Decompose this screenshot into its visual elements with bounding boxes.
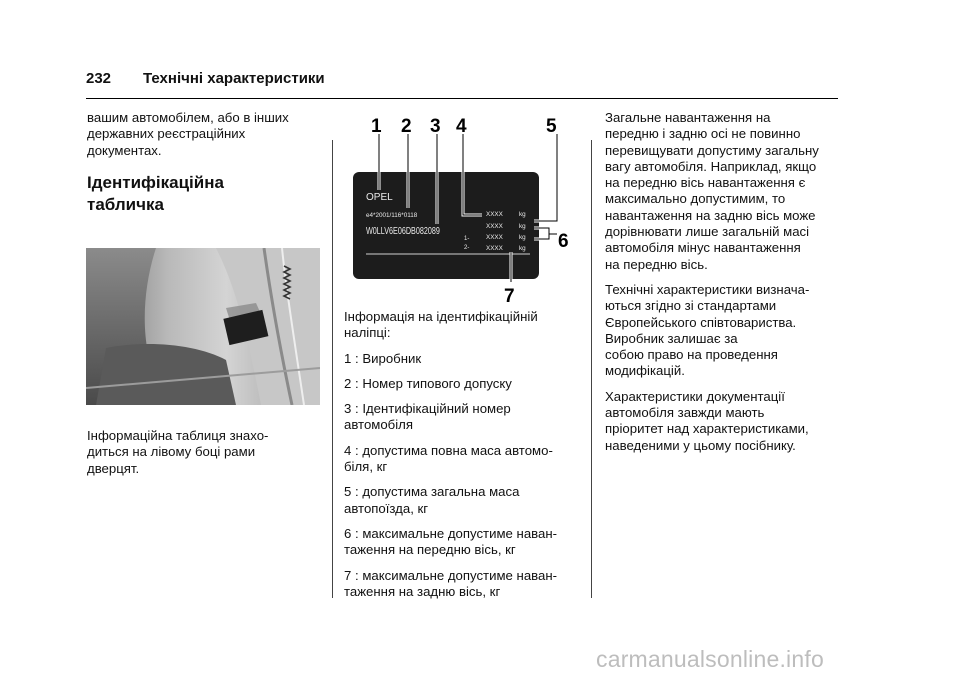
- plate-brand: OPEL: [366, 192, 393, 203]
- callout-6: 6: [558, 231, 569, 252]
- column-divider-1: [332, 140, 333, 598]
- legend-item: 3 : Ідентифікаційний номер автомобіля: [344, 401, 511, 433]
- legend-item: 2 : Номер типового допуску: [344, 375, 512, 391]
- legend-item: 1 : Виробник: [344, 350, 422, 366]
- callout-2: 2: [401, 116, 412, 137]
- plate-mass-unit: kg: [519, 234, 526, 241]
- plate-legend: [344, 309, 584, 609]
- plate-vin: W0LLV6E06DB082089: [366, 224, 440, 237]
- callout-1: 1: [371, 116, 382, 137]
- intro-text: [87, 110, 327, 159]
- plate-axle-label-2: 2-: [464, 245, 470, 251]
- heading-line: Ідентифікаційна: [87, 173, 224, 192]
- callout-3: 3: [430, 116, 441, 137]
- legend-item: 6 : максимальне допустиме наван- таження на передню вісь, кг: [344, 525, 558, 558]
- text-line: диться на лівому боці рами: [87, 444, 256, 460]
- callout-5: 5: [546, 116, 557, 137]
- header-divider: [86, 98, 838, 99]
- plate-mass-unit: kg: [519, 245, 526, 252]
- section-heading: [87, 172, 327, 216]
- paragraph: Технічні характеристики визнача- ються згідно зі стандартами Європейського співтовариства. Виробник залишає за собою право на проведення модифікацій.: [605, 281, 810, 379]
- paragraph: Характеристики документації автомобіля завжди мають пріоритет над характеристиками, наведеними у цьому посібнику.: [605, 388, 809, 453]
- legend-intro: Інформація на ідентифікаційній наліпці:: [344, 309, 538, 341]
- watermark: carmanualsonline.info: [596, 646, 824, 672]
- callout-4: 4: [456, 116, 467, 137]
- plate-mass-value: XXXX: [486, 211, 503, 218]
- plate-mass-unit: kg: [519, 211, 526, 218]
- legend-item: 5 : допустима загальна маса автопоїзда, кг: [344, 484, 520, 516]
- photo-caption: [87, 428, 327, 477]
- plate-mass-value: XXXX: [486, 234, 503, 241]
- page-number: 232: [86, 70, 112, 87]
- column-divider-2: [591, 140, 592, 598]
- door-frame-photo: [86, 248, 320, 405]
- text-line: вашим автомобілем, або в інших: [87, 110, 289, 125]
- heading-line: табличка: [87, 195, 164, 214]
- plate-axle-label-1: 1-: [464, 236, 470, 242]
- paragraph: Загальне навантаження на передню і задню осі не повинно перевищувати допустиму загальну вагу автомобіля. Наприклад, якщо на передню вісь навантаження є максимально допустимим, то навантаження на задню вісь може дорівнювати лише загальній масі автомобіля мінус навантаження на передню вісь.: [605, 110, 819, 272]
- text-line: дверцят.: [87, 460, 140, 476]
- text-line: документах.: [87, 142, 162, 158]
- text-line: Інформаційна таблиця знахо-: [87, 428, 269, 443]
- section-title: Технічні характеристики: [143, 70, 325, 87]
- plate-mass-value: XXXX: [486, 245, 503, 252]
- text-line: державних реєстраційних: [87, 126, 246, 142]
- load-notes: [605, 110, 845, 463]
- callout-7: 7: [504, 286, 515, 305]
- legend-item: 7 : максимальне допустиме наван- таження на задню вісь, кг: [344, 567, 558, 599]
- identification-plate-diagram: [344, 110, 584, 305]
- plate-mass-unit: kg: [519, 223, 526, 230]
- plate-approval-number: e4*2001/116*0118: [366, 212, 418, 219]
- plate-mass-value: XXXX: [486, 223, 503, 230]
- legend-item: 4 : допустима повна маса автомо- біля, кг: [344, 442, 553, 475]
